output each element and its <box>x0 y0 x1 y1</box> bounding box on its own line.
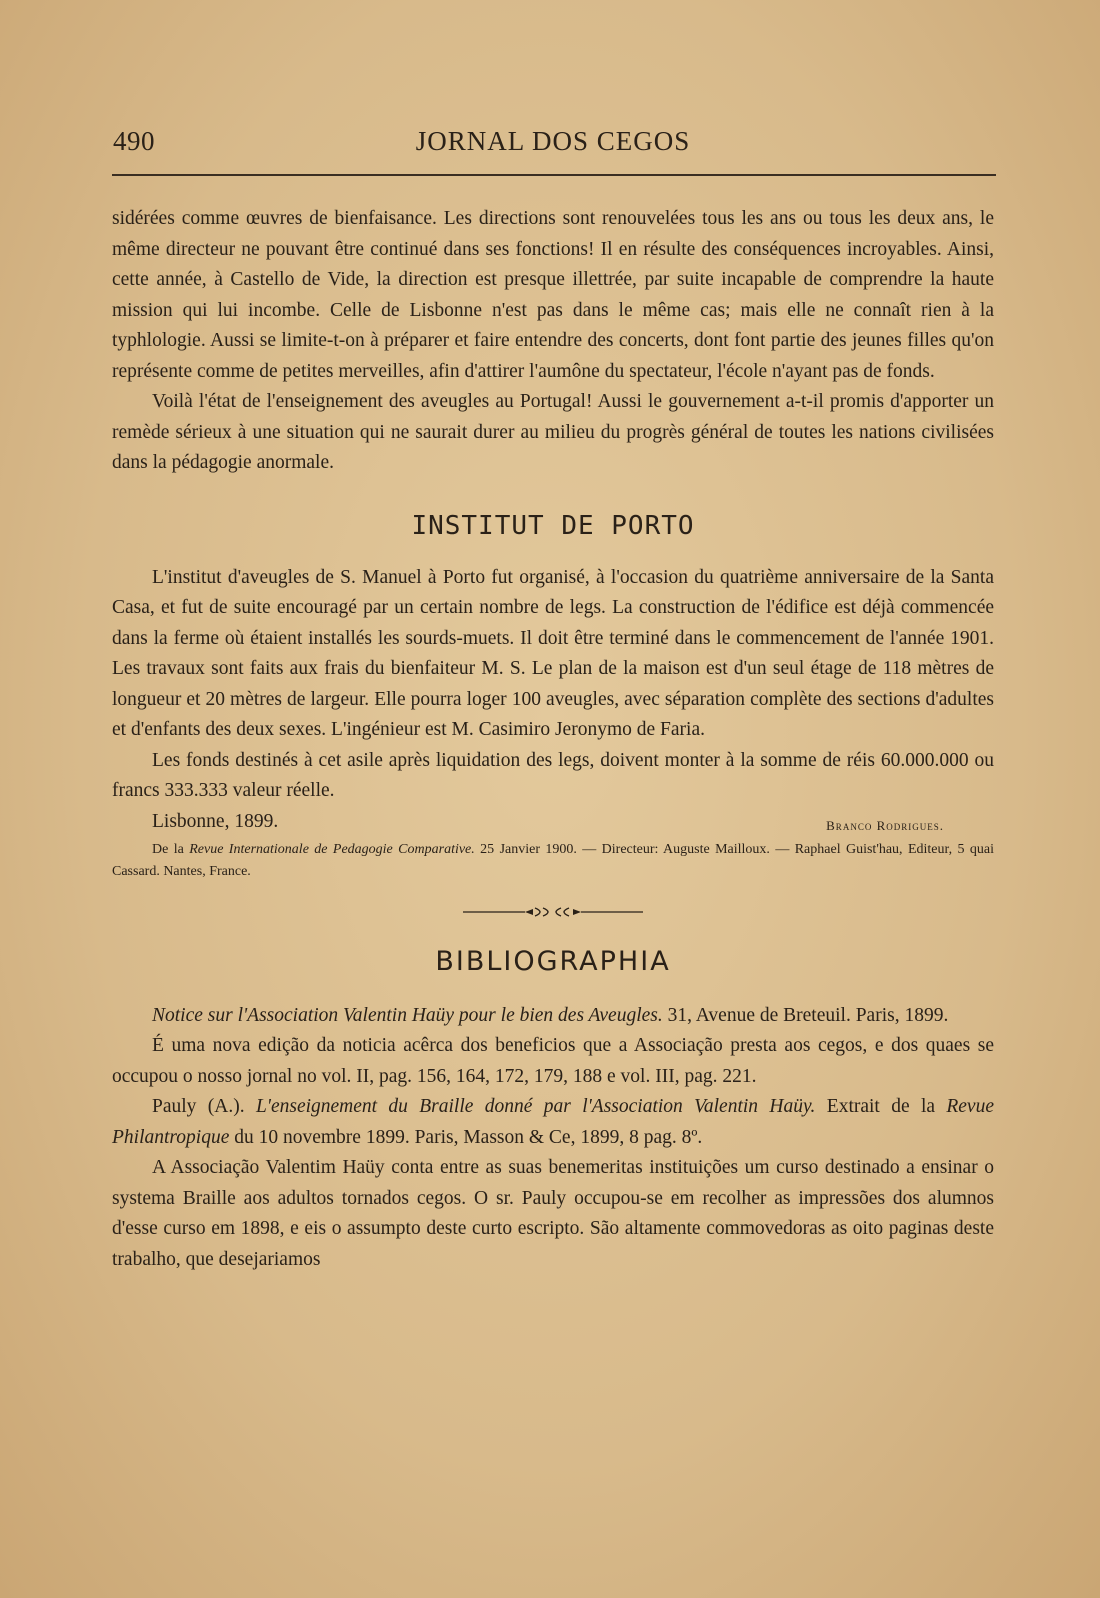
bib-entry-1-note: É uma nova edição da noticia acêrca dos beneficios que a Associação presta aos cegos, e dos quaes se occupou o nosso jornal no vol. II, pag. 156, 164, 172, 179, 188 e vol. III, pag. 221. <box>112 1035 994 1087</box>
section-title-bibliographia: BIBLIOGRAPHIA <box>435 945 671 977</box>
page-header <box>113 126 993 166</box>
source-rest: 25 Janvier 1900. — Directeur: Auguste Mailloux. — Raphael Guist'hau, Editeur, 5 quai Cassard. Nantes, France. <box>112 841 994 879</box>
bib-entry-2-title: L'enseignement du Braille donné par l'Association Valentin Haüy. <box>255 1096 816 1117</box>
paragraph: L'institut d'aveugles de S. Manuel à Porto fut organisé, à l'occasion du quatrième anniversaire de la Santa Casa, et fut de suite encouragé par un certain nombre de legs. La construction de l'édifice est déjà commencée dans la ferme où étaient installés les sourds-muets. Il doit être terminé dans le commencement de l'année 1901. Les travaux sont faits aux frais du bienfaiteur M. S. Le plan de la maison est d'un seul étage de 118 mètres de longueur et 20 mètres de largeur. Elle pourra loger 100 aveugles, avec séparation complète des sections d'adultes et d'enfants des deux sexes. L'ingénieur est M. Casimiro Jeronymo de Faria. <box>112 566 994 740</box>
bib-entry-2 <box>112 1092 994 1153</box>
header-rule <box>112 174 996 176</box>
bib-entry-1-rest: 31, Avenue de Breteuil. Paris, 1899. <box>662 1004 949 1026</box>
bib-entry-2-note: A Associação Valentim Haüy conta entre as suas benemeritas instituições um curso destinado a ensinar o systema Braille aos adultos tornados cegos. O sr. Pauly occupou-se em recolher as impressões dos alumnos d'esse curso em 1898, e eis o assumpto deste curto escripto. São altamente commovedoras as oito paginas deste trabalho, que desejariamos <box>112 1157 994 1270</box>
signoff <box>112 807 994 839</box>
bib-entry-2-rest: du 10 novembre 1899. Paris, Masson & Ce, 1899, 8 pag. 8º. <box>229 1126 703 1148</box>
article-body <box>112 204 994 1275</box>
paragraph: Voilà l'état de l'enseignement des aveugles au Portugal! Aussi le gouvernement a-t-il promis d'apporter un remède sérieux à une situation qui ne saurait durer au milieu du progrès général de toutes les nations civilisées dans la pédagogie anormale. <box>112 391 994 473</box>
author-signature: Branco Rodrigues. <box>826 817 944 833</box>
bib-entry-2-author: Pauly (A.). <box>152 1096 256 1117</box>
ornament-divider <box>463 905 643 919</box>
place-date: Lisbonne, 1899. <box>152 810 279 832</box>
page-number: 490 <box>113 126 155 156</box>
section-title-institut: INSTITUT DE PORTO <box>411 510 695 541</box>
paragraph: Les fonds destinés à cet asile après liquidation des legs, doivent monter à la somme de réis 60.000.000 ou francs 333.333 valeur réelle. <box>112 749 994 801</box>
source-note <box>112 839 994 883</box>
bib-entry-1 <box>112 1001 994 1032</box>
bib-entry-2-journal: Revue Philantropique <box>112 1096 994 1148</box>
source-journal: Revue Internationale de Pedagogie Comparative. <box>189 841 475 857</box>
paragraph: sidérées comme œuvres de bienfaisance. Les directions sont renouvelées tous les ans ou tous les deux ans, le même directeur ne pouvant être continué dans ses fonctions! Il en résulte des conséquences incroyables. Ainsi, cette année, à Castello de Vide, la direction est presque illettrée, par suite incapable de comprendre la haute mission qui lui incombe. Celle de Lisbonne n'est pas dans le même cas; mais elle ne connaît rien à la typhlologie. Aussi se limite-t-on à préparer et faire entendre des concerts, dont font partie des jeunes filles qu'on représente comme de petites merveilles, afin d'attirer l'aumône du spectateur, l'école n'ayant pas de fonds. <box>112 208 994 382</box>
bib-entry-2-mid: Extrait de la <box>815 1096 947 1117</box>
journal-title: JORNAL DOS CEGOS <box>415 126 691 156</box>
bib-entry-1-title: Notice sur l'Association Valentin Haüy pour le bien des Aveugles. <box>152 1004 663 1026</box>
source-prefix: De la <box>152 841 190 857</box>
